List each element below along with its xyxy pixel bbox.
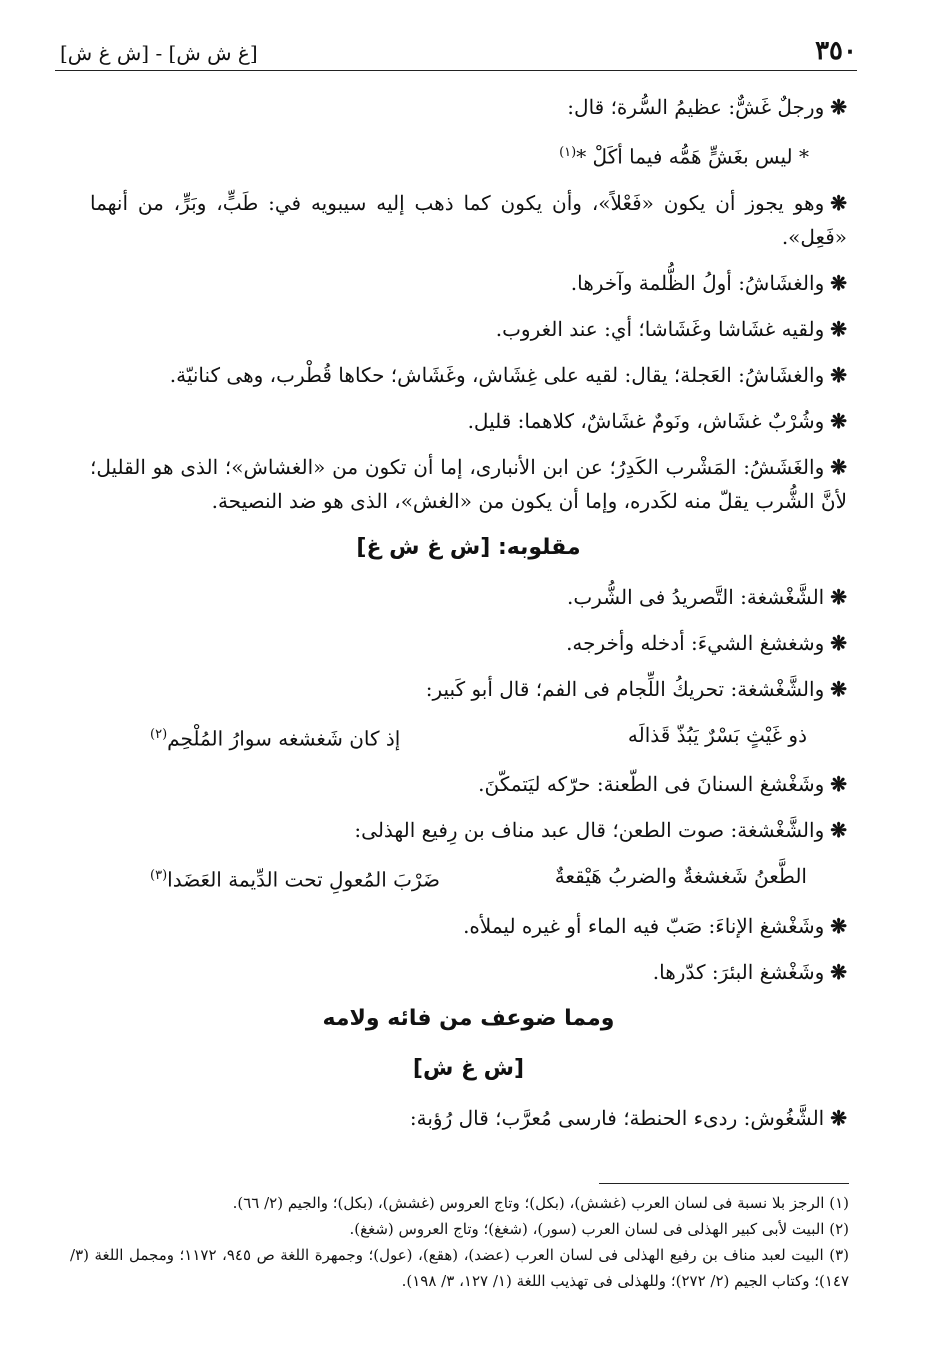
verse-text: إذ كان شَغشغه سوارُ المُلْحِم — [167, 726, 401, 751]
verse-hemistich-left — [150, 718, 400, 756]
paragraph-text: والغَشَشُ: المَشْرب الكَدِرُ؛ عن ابن الأنبارى، إما أن تكون من «الغشاش»؛ الذى هو القليل؛ لأنَّ الشُّرب يقلّ منه لكَدره، وإما أن يكون من «الغش»، الذى هو ضد النصيحة. — [90, 454, 847, 513]
footnote: (٣) البيت لعبد مناف بن رفيع الهذلى فى لسان العرب (عضد)، (هقع)، (عول)؛ وجمهرة اللغة ص ٩٤٥، ١١٧٢؛ ومجمل اللغة (٣/ ١٤٧)؛ وكتاب الجيم (٢/ ٢٧٢)؛ وللهذلى فى تهذيب اللغة (١/ ١٢٧، ٣/ ١٩٨). — [70, 1246, 850, 1290]
root-heading: [ش غ ش] — [412, 1055, 525, 1081]
paragraph — [90, 580, 847, 614]
paragraph-text: ورجلٌ غَشٌّ: عظيمُ السُّرة؛ قال: — [567, 95, 825, 119]
asterism-icon: ❋ — [830, 913, 847, 938]
paragraph-text: والغشَاشُ: أولُ الظُّلمة وآخرها. — [570, 270, 825, 295]
verse-hemistich-right: ذو غَيْثٍ بَسْرٌ يَبُذّ قَذالَه — [627, 722, 807, 747]
verse-line — [90, 136, 847, 174]
poetry-verse — [150, 859, 807, 897]
asterism-icon: ❋ — [830, 316, 847, 341]
asterism-icon: ❋ — [830, 676, 847, 701]
paragraph — [90, 1101, 847, 1135]
paragraph-text: وشُرْبٌ غشَاش، ونَومٌ غشَاشٌ، كلاهما: قليل. — [467, 408, 825, 433]
paragraph — [90, 358, 847, 392]
asterism-icon: ❋ — [830, 1105, 847, 1130]
asterism-icon: ❋ — [830, 270, 847, 295]
paragraph — [90, 909, 847, 943]
section-heading: ومما ضوعف من فائه ولامه — [322, 1005, 615, 1031]
paragraph-text: وشغشغ الشيءَ: أدخله وأخرجه. — [566, 630, 825, 655]
asterism-icon: ❋ — [830, 362, 847, 387]
verse-text: * ليس بغَشٍّ هَمُّه فيما أكَلْ * — [576, 144, 809, 169]
paragraph-text: ولقيه غشَاشا وغَشَاشا؛ أي: عند الغروب. — [495, 316, 825, 341]
paragraph-text: وشَغْشغ البئرَ: كدّرها. — [652, 959, 825, 984]
asterism-icon: ❋ — [830, 630, 847, 655]
paragraph — [90, 672, 847, 706]
paragraph-text: الشَّغْشغة: التَّصريدُ فى الشُّرب. — [566, 584, 825, 609]
page-header — [60, 30, 857, 66]
asterism-icon: ❋ — [830, 454, 847, 479]
paragraph — [90, 626, 847, 660]
paragraph — [90, 767, 847, 801]
footnote-divider — [599, 1183, 849, 1184]
paragraph — [90, 312, 847, 346]
paragraph — [90, 955, 847, 989]
verse-hemistich-right: الطَّعنُ شَغشغةٌ والضربُ هَيْقعةٌ — [554, 864, 807, 889]
paragraph — [90, 404, 847, 438]
asterism-icon: ❋ — [830, 959, 847, 984]
paragraph-text: وشَغْشغ السنانَ فى الطّعنة: حرّكه ليَتمكّنَ. — [478, 772, 825, 797]
header-divider — [55, 70, 857, 71]
running-head: [غ ش ش] - [ش غ ش] — [60, 41, 258, 65]
footnote-ref: (١) — [559, 145, 577, 160]
paragraph-text: وشَغْشغ الإناءَ: صَبّ فيه الماء أو غيره ليملأه. — [463, 913, 825, 938]
paragraph — [90, 90, 847, 124]
asterism-icon: ❋ — [830, 95, 847, 119]
asterism-icon: ❋ — [830, 408, 847, 433]
footnote: (١) الرجز بلا نسبة فى لسان العرب (غشش)، (بكل)؛ وتاج العروس (غشش)، (بكل)؛ والجيم (٢/ ٦٦). — [232, 1194, 849, 1212]
verse-hemistich-left — [150, 859, 440, 897]
footnote-ref: (٣) — [150, 868, 168, 884]
paragraph-text: وهو يجوز أن يكون «فَعْلاً»، وأن يكون كما ذهب إليه سيبويه في: طَبٍّ، وبَرٍّ، من أنهما «فَعِل». — [90, 190, 847, 249]
paragraph — [90, 186, 847, 254]
footnote: (٢) البيت لأبى كبير الهذلى فى لسان العرب (سور)، (شغغ)؛ وتاج العروس (شغغ). — [349, 1220, 849, 1238]
paragraph — [90, 813, 847, 847]
verse-text: ضَرْبَ المُعولِ تحت الدِّيمة العَضَدا — [167, 867, 440, 892]
paragraph — [90, 450, 847, 518]
asterism-icon: ❋ — [830, 772, 847, 797]
footnote-ref: (٢) — [150, 726, 168, 742]
footnotes — [70, 1190, 849, 1294]
paragraph — [90, 266, 847, 300]
page-number: ٣٥٠ — [815, 36, 857, 66]
poetry-verse — [150, 718, 807, 756]
paragraph-text: والغشَاشُ: العَجلة؛ يقال: لقيه على غِشَاش، وغَشَاش؛ حكاها قُطْرب، وهى كنانيّة. — [169, 362, 825, 387]
paragraph-text: والشَّغْشغة: تحريكُ اللِّجام فى الفم؛ قال أبو كَبير: — [425, 676, 825, 701]
section-heading: مقلوبه: [ش غ ش غ] — [356, 534, 581, 560]
asterism-icon: ❋ — [830, 190, 847, 215]
asterism-icon: ❋ — [830, 818, 847, 843]
paragraph-text: الشَّغُوش: ردىء الحنطة؛ فارسى مُعرَّب؛ قال رُؤبة: — [409, 1105, 825, 1130]
main-text — [90, 90, 847, 1147]
asterism-icon: ❋ — [830, 584, 847, 609]
paragraph-text: والشَّغْشغة: صوت الطعن؛ قال عبد مناف بن رِفيع الهذلى: — [354, 818, 825, 843]
